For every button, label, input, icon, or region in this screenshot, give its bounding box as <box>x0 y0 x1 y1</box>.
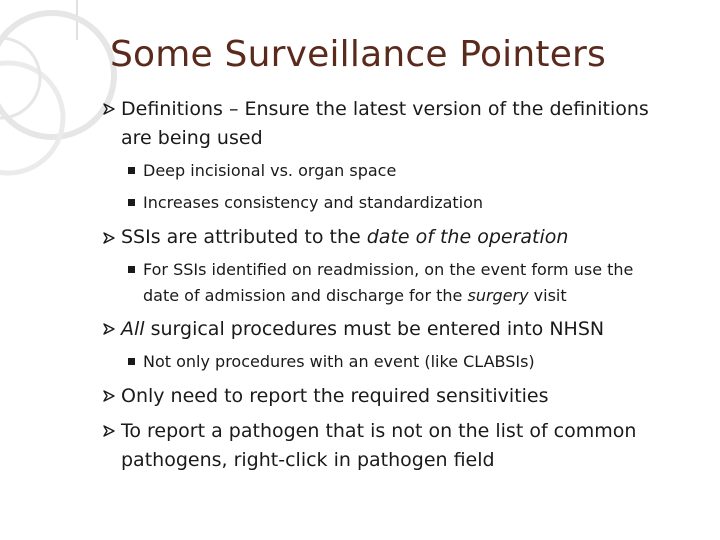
bullet-pathogen: To report a pathogen that is not on the list of common <box>121 420 637 442</box>
arrow-bullet-icon <box>102 102 116 116</box>
sub-bullet-readmission-line2 <box>143 283 567 309</box>
bullet-all-procedures <box>121 315 604 344</box>
bullet-definitions-cont: are being used <box>121 127 263 149</box>
sub-bullet-readmission-tail: visit <box>528 286 567 305</box>
bullet-definitions: Definitions – Ensure the latest version of the definitions <box>121 98 649 120</box>
bullet-ssis-text: SSIs are attributed to the <box>121 226 367 248</box>
arrow-bullet-icon <box>102 231 116 245</box>
square-bullet-icon <box>128 358 135 365</box>
arrow-bullet-icon <box>102 322 116 336</box>
bullet-ssis-attributed <box>121 223 568 252</box>
arrow-bullet-icon <box>102 389 116 403</box>
sub-bullet-readmission-line1: For SSIs identified on readmission, on the event form use the <box>143 260 634 279</box>
square-bullet-icon <box>128 266 135 273</box>
sub-bullet-deep-incisional: Deep incisional vs. organ space <box>143 161 397 180</box>
square-bullet-icon <box>128 167 135 174</box>
bullet-all-emphasis: All <box>121 318 145 340</box>
sub-bullet-readmission-text: date of admission and discharge for the <box>143 286 468 305</box>
bullet-ssis-emphasis: date of the operation <box>366 226 569 248</box>
bullet-all-text: surgical procedures must be entered into NHSN <box>144 318 605 340</box>
slide-title: Some Surveillance Pointers <box>110 34 607 75</box>
square-bullet-icon <box>128 199 135 206</box>
bullet-sensitivities: Only need to report the required sensitivities <box>121 385 549 407</box>
sub-bullet-consistency: Increases consistency and standardization <box>143 193 484 212</box>
arrow-bullet-icon <box>102 424 116 438</box>
sub-bullet-readmission-emphasis: surgery <box>467 286 529 305</box>
bullet-pathogen-cont: pathogens, right-click in pathogen field <box>121 449 495 471</box>
sub-bullet-not-only: Not only procedures with an event (like CLABSIs) <box>143 352 535 371</box>
